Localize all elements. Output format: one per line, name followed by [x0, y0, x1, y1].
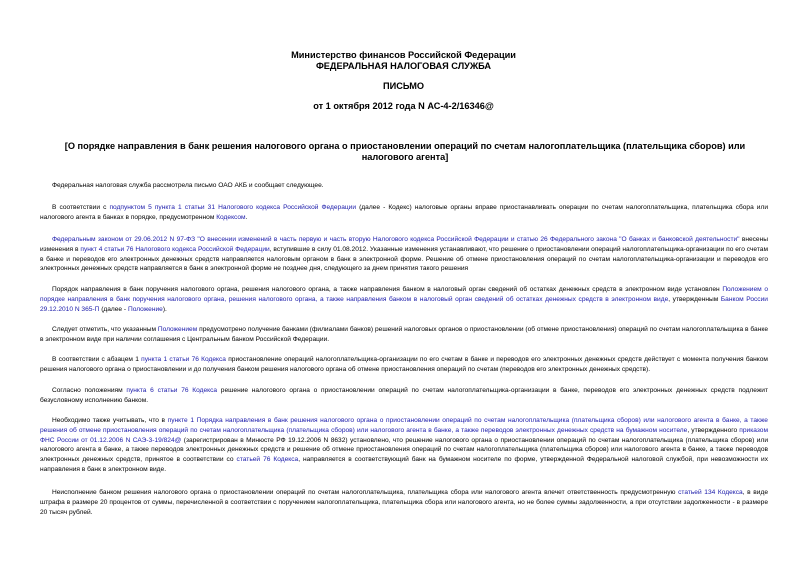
link-article-76-item-4[interactable]: пункт 4 статьи 76 Налогового кодекса Российской Федерации [80, 245, 270, 253]
paragraph-text: Порядок направления в банк поручения налогового органа, решения налогового органа, а также направления банком в налоговый орган сведений об остатках денежных средств в электронном виде установлен [52, 286, 723, 293]
paragraph-text: Согласно положениям [52, 387, 127, 394]
paragraph-intro [40, 181, 768, 191]
link-fns-order[interactable]: приказом ФНС России от 01.12.2006 N САЭ-3-19/824@ [40, 426, 768, 444]
link-regulation[interactable]: Положением о порядке направления в банк поручения налогового органа, решения налогового органа, а также направления банком в налоговый орган сведений об остатках денежных средств в электронном виде [40, 286, 768, 303]
link-tax-code[interactable]: Кодексом [216, 213, 246, 221]
link-article-134[interactable]: статьей 134 Кодекса [678, 489, 743, 496]
paragraph-text: Необходимо также учитывать, что в [52, 417, 168, 424]
link-procedure-item-1[interactable]: пункте 1 Порядка направления в банк решения налогового органа о приостановлении операций по счетам налогоплательщика (плательщика сборов) или налогового агента в банке, а также решения об отмене приостановления операций по счетам налогоплательщика (плательщика сборов) или налогового агента в банке, а также переводов электронных денежных средств на бумажном носителе [40, 417, 768, 434]
link-federal-law-97[interactable]: Федеральным законом от 29.06.2012 N 97-ФЗ "О внесении изменений в часть первую и часть вторую Налогового кодекса Российской Федерации и статью 26 Федерального закона "О банках и банковской деятельности" [52, 236, 740, 243]
paragraph-7 [40, 386, 768, 406]
paragraph-text: Федеральная налоговая служба рассмотрела письмо ОАО АКБ и сообщает следующее. [52, 182, 324, 189]
document-date-number: от 1 октября 2012 года N АС-4-2/16346@ [313, 101, 494, 111]
paragraph-6 [40, 355, 768, 375]
paragraph-text: (далее - Кодекс) налоговые органы вправе приостанавливать операции по счетам налогоплательщика, плательщика сбора или налогового агента в банках в порядке, предусмотренном [40, 204, 769, 221]
link-article-76-item-1[interactable]: пункта 1 статьи 76 Кодекса [141, 356, 226, 363]
paragraph-2 [40, 203, 768, 223]
link-regulation-short[interactable]: Положение [127, 305, 163, 313]
paragraph-text: . [245, 213, 248, 221]
paragraph-text: В соответствии с [52, 204, 110, 211]
paragraph-4 [40, 285, 768, 314]
paragraph-text: (зарегистрирован в Минюсте РФ 19.12.2006 N 8632) установлено, что решение налогового органа о приостановлении операций по счетам налогоплательщика (плательщика сборов) или налогового агента в банке, а также переводов электронных денежных средств и решение об отмене приостановления операций по счетам налогоплательщика (плательщика сборов) или налогового агента в банке, а также переводов электронных денежных средств, принятое в соответствии со [40, 436, 768, 464]
paragraph-text: , вступившие в силу 01.08.2012. Указанные изменения устанавливают, что решение о приостановлении операций налогоплательщика-организации по его счетам в банке и переводов его электронных денежных средств направляется налоговым органом в банк в электронной форме. Решение об отмене приостановления операций по счетам налогоплательщика-организации и переводов его электронных денежных средств направляется в банк в электронной форме не позднее дня, следующего за днем принятия такого решения [40, 245, 768, 273]
service-name: ФЕДЕРАЛЬНАЯ НАЛОГОВАЯ СЛУЖБА [315, 61, 492, 71]
paragraph-text: ). [162, 305, 167, 313]
paragraph-9 [40, 488, 768, 517]
document-type: ПИСЬМО [382, 81, 425, 91]
paragraph-text: внесены изменения в [40, 236, 768, 253]
paragraph-text: Неисполнение банком решения налогового органа о приостановлении операций по счетам налогоплательщика, плательщика сбора или налогового агента влечет ответственность предусмотренную [52, 489, 679, 496]
document-title: [О порядке направления в банк решения налогового органа о приостановлении операций по счетам налогоплательщика (плательщика сборов) или налогового агента] [64, 141, 746, 162]
paragraph-text: решение налогового органа о приостановлении операций по счетам налогоплательщика-организации в банке, переводов его электронных денежных средств подлежит безусловному исполнению банком. [40, 387, 768, 404]
paragraph-text: предусмотрено получение банками (филиалами банков) решений налоговых органов о приостановлении (об отмене приостановления) операций по счетам налогоплательщика в банке в электронном виде при наличии соглашения с Центральным банком Российской Федерации. [40, 326, 768, 343]
paragraph-text: , утвержденным [668, 295, 721, 303]
paragraph-text: , в виде штрафа в размере 20 процентов от суммы, перечисленной в соответствии с поручением налогоплательщика, плательщика сбора или налогового агента, но не более суммы задолженности, а при отсутствии задолженности - в размере 20 тысяч рублей. [40, 489, 769, 516]
paragraph-text: , утвержденного [687, 426, 740, 434]
paragraph-text: (далее - [99, 305, 128, 313]
paragraph-3 [40, 235, 768, 274]
paragraph-8 [40, 416, 768, 475]
paragraph-text: приостановление операций налогоплательщика-организации по его счетам в банке и переводов его электронных денежных средств действует с момента получения банком решения налогового органа о приостановлении и до получения банком решения налогового органа об отмене приостановления операций по счетам (переводов его электронных денежных средств). [40, 356, 768, 373]
link-article-76[interactable]: статьей 76 Кодекса [236, 456, 299, 464]
paragraph-text: , направляется в соответствующий банк на бумажном носителе по форме, утвержденной Федеральной налоговой службой, при невозможности их направления в банк в электронном виде. [40, 456, 769, 473]
paragraph-text: Следует отметить, что указанным [52, 326, 158, 333]
paragraph-text: В соответствии с абзацем 1 [52, 356, 142, 363]
link-bank-of-russia-365p[interactable]: Банком России 29.12.2010 N 365-П [40, 295, 768, 313]
link-tax-code-article-31[interactable]: подпунктом 5 пункта 1 статьи 31 Налогового кодекса Российской Федерации [109, 204, 357, 211]
ministry-name: Министерство финансов Российской Федерации [291, 50, 516, 60]
link-article-76-item-6[interactable]: пункта 6 статьи 76 Кодекса [126, 387, 218, 394]
paragraph-5 [40, 325, 768, 345]
link-regulation-ref[interactable]: Положением [157, 326, 198, 333]
